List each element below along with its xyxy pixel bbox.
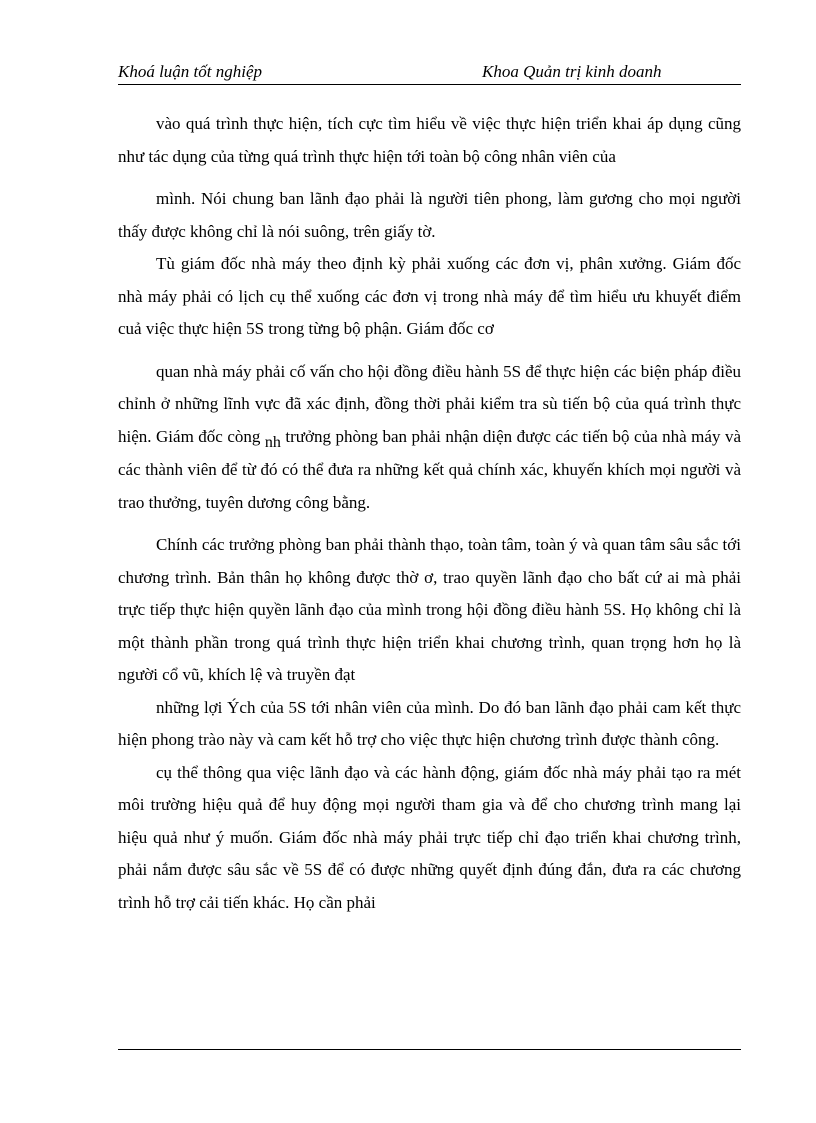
paragraph-2: mình. Nói chung ban lãnh đạo phải là người tiên phong, làm gương cho mọi người thấy được không chỉ là nói suông, trên giấy tờ.	[118, 189, 741, 241]
paragraph-4-text-b: trưởng phòng ban phải nhận diện được các tiến bộ của nhà máy và các thành viên để từ đó có thể đưa ra những kết quả chính xác, khuyến khích mọi người và trao thưởng, tuyên dương công bằng.	[118, 426, 741, 512]
paragraph-4-subscript: nh	[264, 433, 281, 451]
header-left-title: Khoá luận tốt nghiệp	[118, 62, 263, 81]
document-body	[118, 108, 741, 919]
paragraph-4-text-a: quan nhà máy phải cố vấn cho hội đồng điều hành 5S để thực hiện các biện pháp điều chỉnh ở những lĩnh vực đã xác định, đồng thời phải kiểm tra sù tiến bộ của quá trình thực hiện. Giám đốc còng	[118, 361, 741, 446]
footer-divider	[118, 1049, 741, 1050]
paragraph-3: Tù giám đốc nhà máy theo định kỳ phải xuống các đơn vị, phân xưởng. Giám đốc nhà máy phải có lịch cụ thể xuống các đơn vị trong nhà máy để tìm hiểu ưu khuyết điểm cuả việc thực hiện 5S trong từng bộ phận. Giám đốc cơ	[118, 254, 741, 338]
header-right-title: Khoa Quản trị kinh doanh	[482, 62, 662, 81]
page-header	[118, 62, 741, 84]
paragraph-6: những lợi Ých của 5S tới nhân viên của mình. Do đó ban lãnh đạo phải cam kết thực hiện phong trào này và cam kết hỗ trợ cho việc thực hiện chương trình được thành công.	[118, 697, 741, 749]
header-divider	[118, 84, 741, 85]
paragraph-4	[118, 356, 741, 520]
paragraph-1: vào quá trình thực hiện, tích cực tìm hiểu về việc thực hiện triển khai áp dụng cũng như tác dụng của từng quá trình thực hiện tới toàn bộ công nhân viên của	[118, 114, 741, 166]
paragraph-5: Chính các trưởng phòng ban phải thành thạo, toàn tâm, toàn ý và quan tâm sâu sắc tới chương trình. Bản thân họ không được thờ ơ, trao quyền lãnh đạo cho bất cứ ai mà phải trực tiếp thực hiện quyền lãnh đạo của mình trong hội đồng điều hành 5S. Họ không chỉ là một thành phần trong quá trình thực hiện triển khai chương trình, quan trọng hơn họ là người cổ vũ, khích lệ và truyền đạt	[118, 535, 741, 684]
paragraph-7: cụ thể thông qua việc lãnh đạo và các hành động, giám đốc nhà máy phải tạo ra mét môi trường hiệu quả để huy động mọi người tham gia và để cho chương trình mang lại hiệu quả như ý muốn. Giám đốc nhà máy phải trực tiếp chỉ đạo triển khai chương trình, phải nắm được sâu sắc về 5S để có được những quyết định đúng đắn, đưa ra các chương trình hỗ trợ cải tiến khác. Họ cần phải	[118, 762, 741, 912]
